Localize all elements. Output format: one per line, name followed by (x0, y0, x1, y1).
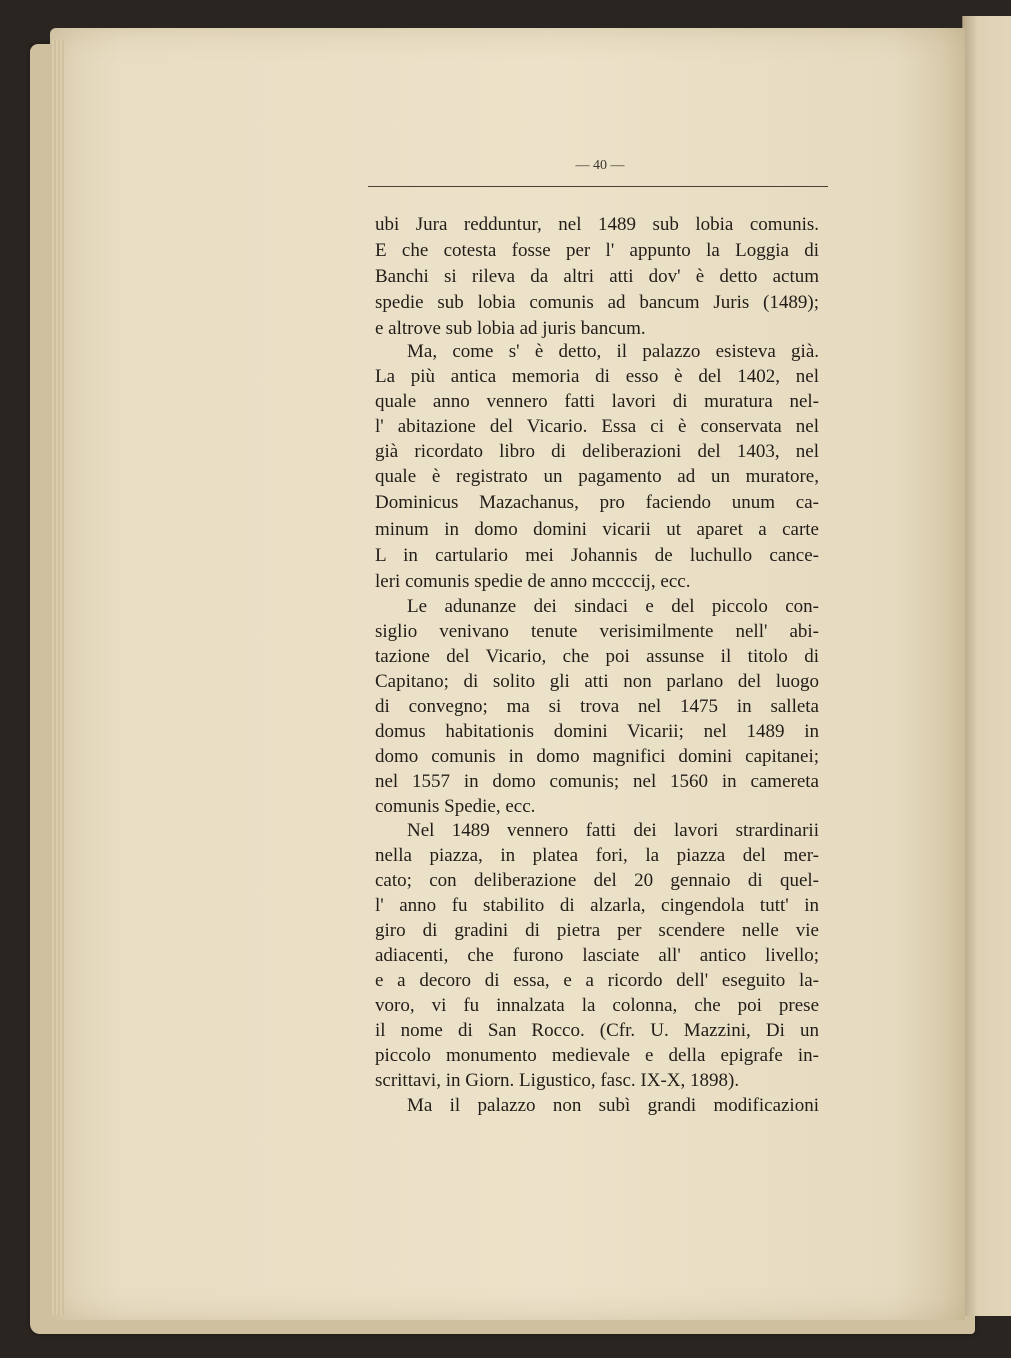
text-line: giro di gradini di pietra per scendere nelle vie (375, 920, 819, 941)
text-line: Dominicus Mazachanus, pro faciendo unum ca- (375, 492, 819, 513)
text-line: Ma, come s' è detto, il palazzo esisteva già. (407, 341, 819, 362)
text-line: adiacenti, che furono lasciate all' antico livello; (375, 945, 819, 966)
text-line: Ma il palazzo non subì grandi modificazioni (407, 1095, 819, 1116)
text-line: quale è registrato un pagamento ad un muratore, (375, 466, 819, 487)
text-line: l' anno fu stabilito di alzarla, cingendola tutt' in (375, 895, 819, 916)
text-line: La più antica memoria di esso è del 1402, nel (375, 366, 819, 387)
text-line: l' abitazione del Vicario. Essa ci è conservata nel (375, 416, 819, 437)
text-line: Le adunanze dei sindaci e del piccolo con- (407, 596, 819, 617)
text-line: siglio venivano tenute verisimilmente nell' abi- (375, 621, 819, 642)
text-line: Capitano; di solito gli atti non parlano del luogo (375, 671, 819, 692)
text-line: cato; con deliberazione del 20 gennaio di quel- (375, 870, 819, 891)
text-line: piccolo monumento medievale e della epigrafe in- (375, 1045, 819, 1066)
text-line: tazione del Vicario, che poi assunse il titolo di (375, 646, 819, 667)
text-line: quale anno vennero fatti lavori di muratura nel- (375, 391, 819, 412)
text-line: spedie sub lobia comunis ad bancum Juris (1489); (375, 292, 819, 313)
text-line: L in cartulario mei Johannis de luchullo cance- (375, 545, 819, 566)
text-line: ubi Jura redduntur, nel 1489 sub lobia comunis. (375, 214, 819, 235)
text-line: nel 1557 in domo comunis; nel 1560 in camereta (375, 771, 819, 792)
page-stack-edge (50, 40, 64, 1315)
header-rule (368, 186, 828, 187)
text-line: minum in domo domini vicarii ut aparet a carte (375, 519, 819, 540)
text-line: di convegno; ma si trova nel 1475 in salleta (375, 696, 819, 717)
text-line: comunis Spedie, ecc. (375, 796, 536, 817)
text-line: Nel 1489 vennero fatti dei lavori strardinarii (407, 820, 819, 841)
text-line: il nome di San Rocco. (Cfr. U. Mazzini, Di un (375, 1020, 819, 1041)
text-line: E che cotesta fosse per l' appunto la Loggia di (375, 240, 819, 261)
facing-page-edge (962, 16, 1011, 1316)
text-line: nella piazza, in platea fori, la piazza del mer- (375, 845, 819, 866)
text-line: domus habitationis domini Vicarii; nel 1489 in (375, 721, 819, 742)
page-number: — 40 — (575, 158, 625, 173)
text-line: voro, vi fu innalzata la colonna, che poi prese (375, 995, 819, 1016)
text-line: leri comunis spedie de anno mccccij, ecc. (375, 571, 691, 592)
text-line: Banchi si rileva da altri atti dov' è detto actum (375, 266, 819, 287)
text-line: già ricordato libro di deliberazioni del 1403, nel (375, 441, 819, 462)
text-line: scrittavi, in Giorn. Ligustico, fasc. IX-X, 1898). (375, 1070, 740, 1091)
text-line: e altrove sub lobia ad juris bancum. (375, 318, 646, 339)
text-line: domo comunis in domo magnifici domini capitanei; (375, 746, 819, 767)
text-line: e a decoro di essa, e a ricordo dell' eseguito la- (375, 970, 819, 991)
